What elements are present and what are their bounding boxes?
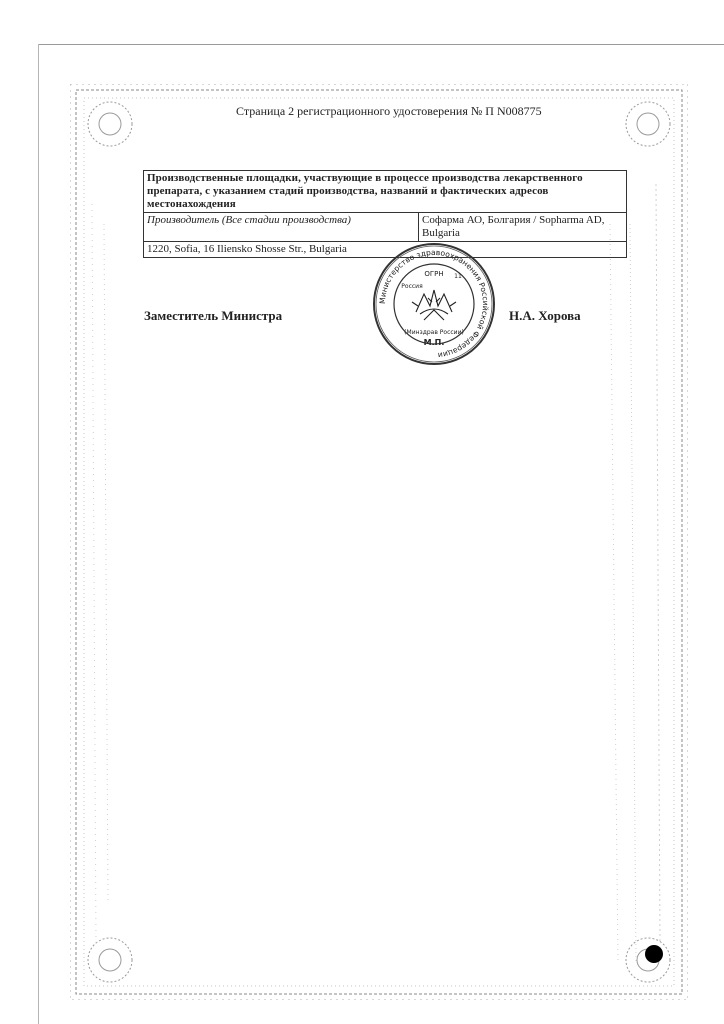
- seal-ring-text: Министерство здравоохранения Российской Федерации: [377, 247, 491, 360]
- seal-ogrn-number: 11: [454, 273, 462, 280]
- scan-edge-left: [38, 44, 39, 1024]
- manufacturer-address-cell: 1220, Sofia, 16 Iliensko Shosse Str., Bulgaria: [144, 242, 627, 258]
- table-row: [144, 213, 627, 242]
- scan-edge-top: [38, 44, 724, 45]
- hole-punch-mark: [645, 945, 663, 963]
- manufacturer-role-cell: Производитель (Все стадии производства): [144, 213, 419, 242]
- signatory-title: Заместитель Министра: [144, 308, 283, 323]
- official-seal-icon: [372, 242, 496, 366]
- table-header-cell: Производственные площадки, участвующие в процессе производства лекарственного препарата, с указанием стадий производства, названий и фактических адресов местонахождения: [144, 171, 627, 213]
- seal-short-name: (Минздрав России): [404, 329, 464, 336]
- seal-mp-label: М.П.: [423, 338, 445, 347]
- seal-country: Россия: [401, 283, 423, 290]
- seal-ogrn: ОГРН: [424, 270, 444, 278]
- table-header-row: [144, 171, 627, 213]
- page-header: Страница 2 регистрационного удостоверения № П N008775: [236, 104, 542, 118]
- signatory-name: Н.А. Хорова: [509, 308, 581, 323]
- eagle-emblem-icon: [412, 290, 456, 320]
- manufacturer-name-cell: Софарма АО, Болгария / Sopharma AD, Bulgaria: [419, 213, 627, 242]
